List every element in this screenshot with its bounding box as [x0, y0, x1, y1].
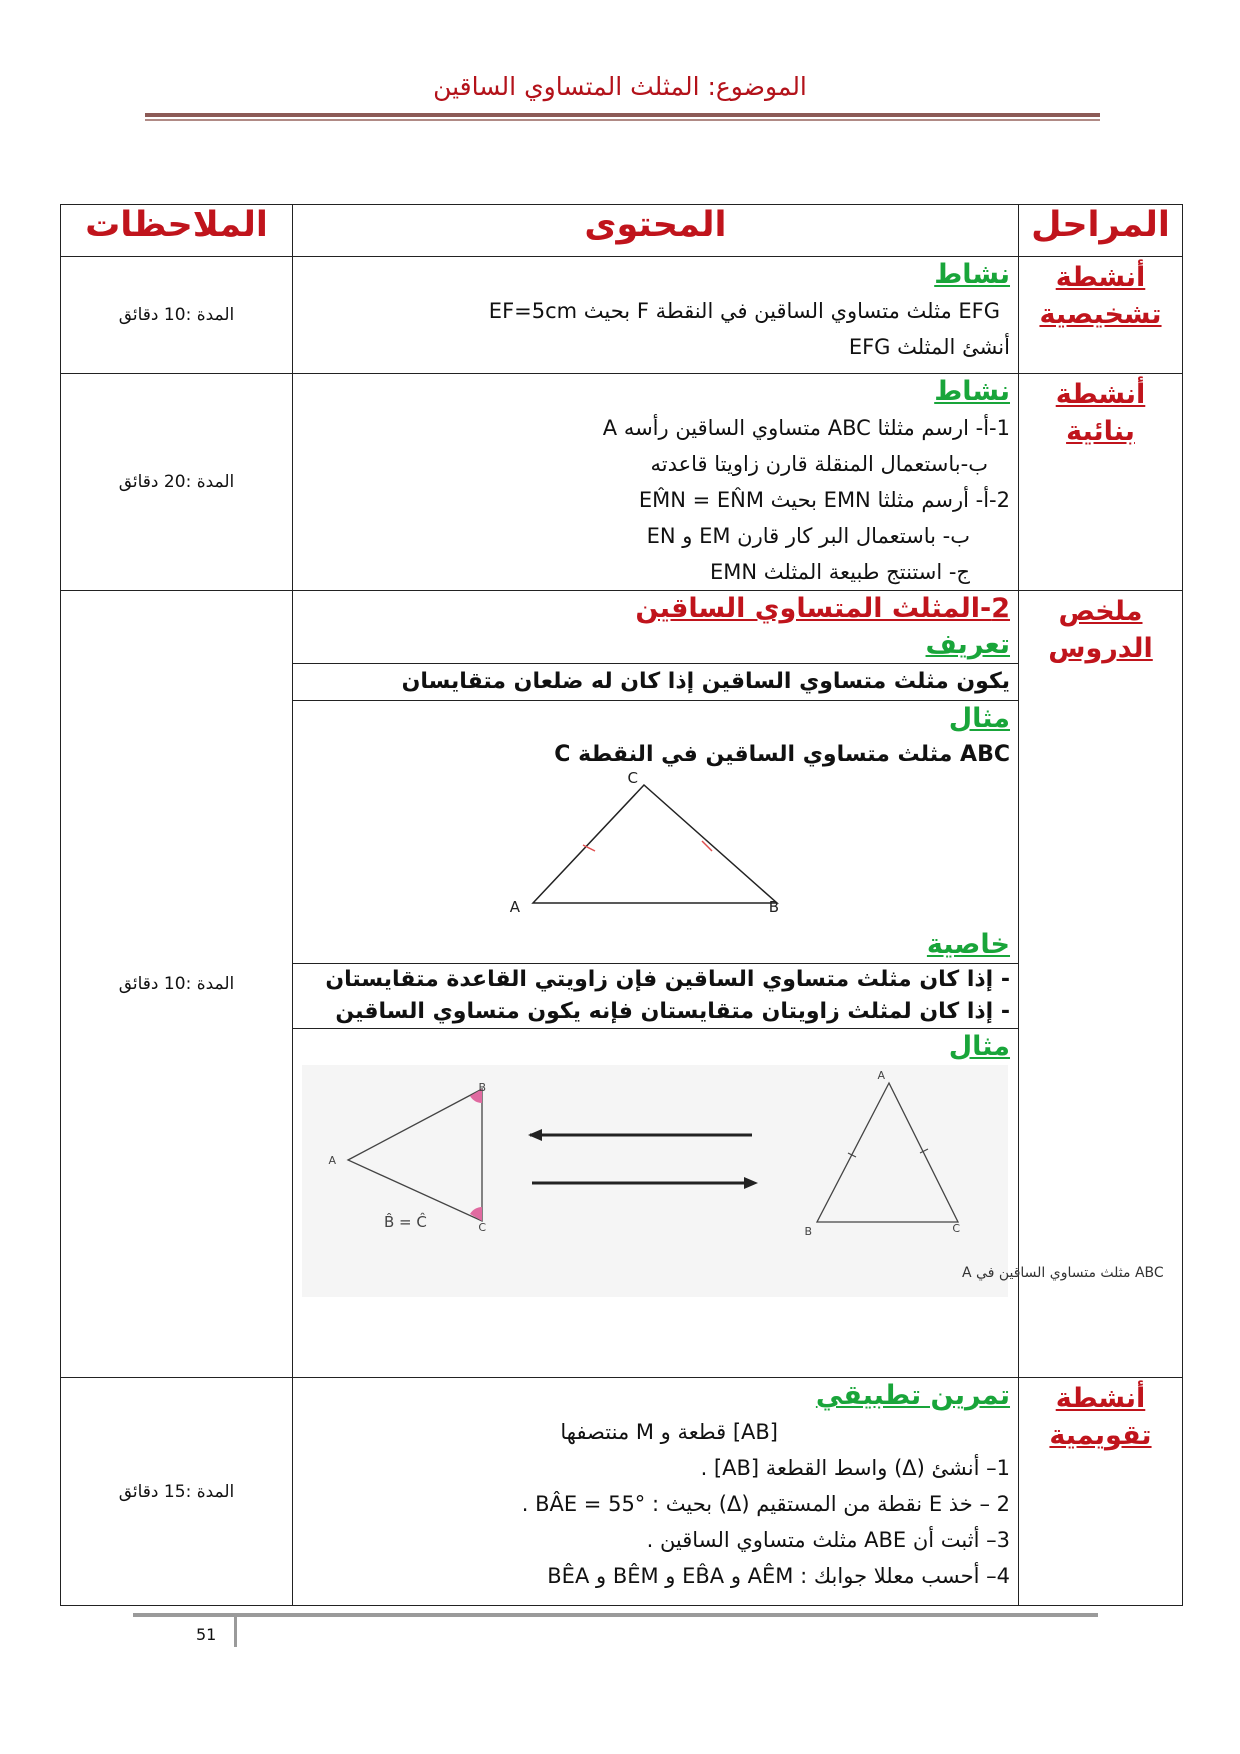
page-number: 51 — [196, 1625, 217, 1644]
duration-note: المدة :10 دقائق — [61, 591, 293, 1378]
duration-note: المدة :20 دقائق — [61, 374, 293, 591]
exercise-label: تمرين تطبيقي — [815, 1380, 1010, 1411]
vertex-label: B — [768, 898, 779, 916]
example-label: مثال — [948, 703, 1010, 734]
property-text: - إذا كان مثلث متساوي الساقين فإن زاويتي القاعدة متقايستان — [325, 967, 1010, 992]
stage-cell: أنشطة تقويمية — [1019, 1378, 1183, 1606]
table-row — [61, 591, 1183, 1378]
vertex-label: C — [627, 769, 638, 787]
figure-caption: ABC مثلث متساوي الساقين في A — [962, 1265, 1164, 1281]
vertex-label: C — [952, 1222, 960, 1235]
content-line: 4– أحسب معللا جوابك : AÊM و EB̂A و BÊM و BÊA — [547, 1564, 1010, 1588]
footer-rule — [133, 1613, 1098, 1617]
vertex-label: A — [328, 1154, 336, 1167]
content-cell — [293, 1378, 1019, 1606]
content-line: أنشئ المثلث EFG — [848, 335, 1010, 359]
table-row — [61, 374, 1183, 591]
content-line: 1– أنشئ (Δ) واسط القطعة [AB] . — [700, 1456, 1010, 1480]
example-block — [293, 700, 1018, 963]
vertex-label: B — [478, 1081, 486, 1094]
example2-block — [293, 1028, 1164, 1297]
content-line: 3– أثبت أن ABE مثلث متساوي الساقين . — [646, 1528, 1010, 1552]
content-line: 2-أ- أرسم مثلثا EMN بحيث EM̂N = EN̂M — [638, 488, 1010, 512]
triangle-abc — [533, 785, 777, 903]
stage-cell: أنشطة تشخيصية — [1019, 257, 1183, 374]
duration-note: المدة :10 دقائق — [61, 257, 293, 374]
header-content: المحتوى — [293, 205, 1019, 257]
content-line: 2 – خذ E نقطة من المستقيم (Δ) بحيث : BÂE = 55° . — [521, 1492, 1010, 1516]
angle-equality: B̂ = Ĉ — [384, 1213, 427, 1231]
content-line: ج- استنتج طبيعة المثلث EMN — [709, 560, 970, 584]
vertex-label: B — [804, 1225, 812, 1238]
activity-label: نشاط — [934, 259, 1010, 290]
definition-label: تعريف — [925, 629, 1010, 660]
table-row — [61, 257, 1183, 374]
vertex-label: A — [877, 1069, 885, 1082]
header-stages: المراحل — [1019, 205, 1183, 257]
stage-cell: ملخص الدروس — [1019, 591, 1183, 1378]
definition-text: يكون مثلث متساوي الساقين إذا كان له ضلعان متقايسان — [293, 663, 1018, 700]
content-cell — [293, 257, 1019, 374]
vertex-label: C — [478, 1221, 486, 1234]
table-row — [61, 1378, 1183, 1606]
lesson-table — [60, 204, 1183, 1606]
content-cell — [293, 374, 1019, 591]
content-line: [AB] قطعة و M منتصفها — [560, 1420, 778, 1444]
content-line: ب- باستعمال البر كار قارن EM و EN — [646, 524, 970, 548]
content-line: EFG مثلث متساوي الساقين في النقطة F بحيث EF=5cm — [488, 299, 1000, 323]
example-label: مثال — [948, 1031, 1010, 1062]
base-angles-figure — [292, 1065, 1164, 1297]
duration-note: المدة :15 دقائق — [61, 1378, 293, 1606]
example-text: ABC مثلث متساوي الساقين في النقطة C — [554, 742, 1010, 767]
figure-background — [302, 1065, 1008, 1297]
isosceles-triangle-figure — [292, 769, 1018, 923]
header-notes: الملاحظات — [61, 205, 293, 257]
table-header-row — [61, 205, 1183, 257]
tick-mark — [702, 841, 712, 851]
property-block — [293, 963, 1018, 1028]
content-line: ب-باستعمال المنقلة قارن زاويتا قاعدته — [650, 452, 988, 476]
property-label: خاصية — [926, 929, 1010, 960]
header-rule-thin — [145, 119, 1100, 121]
content-line: 1-أ- ارسم مثلثا ABC متساوي الساقين رأسه A — [602, 416, 1010, 440]
activity-label: نشاط — [934, 376, 1010, 407]
property-text: - إذا كان لمثلث زاويتان متقايستان فإنه يكون متساوي الساقين — [335, 999, 1010, 1024]
section-title: 2-المثلث المتساوي الساقين — [635, 593, 1010, 624]
vertex-label: A — [509, 898, 520, 916]
stage-cell: أنشطة بنائية — [1019, 374, 1183, 591]
header-rule — [145, 113, 1100, 117]
footer-bar — [234, 1617, 237, 1647]
page-title: الموضوع: المثلث المتساوي الساقين — [433, 72, 807, 101]
